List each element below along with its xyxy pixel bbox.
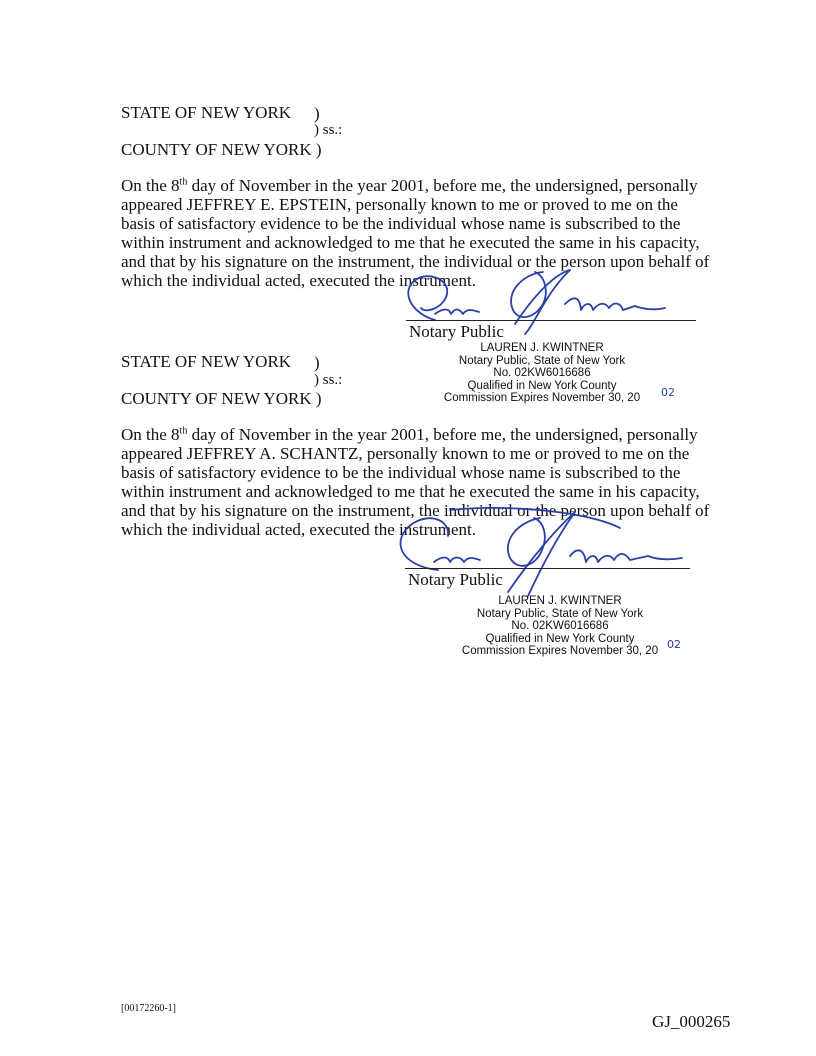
county-label-1: COUNTY OF NEW YORK ) xyxy=(121,140,322,159)
document-id: [00172260-1] xyxy=(121,1003,176,1014)
stamp-qualified: Qualified in New York County xyxy=(485,632,635,645)
state-label-1: STATE OF NEW YORK xyxy=(121,103,292,122)
stamp-year-handwritten-1: 02 xyxy=(661,386,675,399)
notary-stamp-1 xyxy=(432,342,652,405)
stamp-name: LAUREN J. KWINTNER xyxy=(498,595,622,607)
signature-line-2 xyxy=(405,568,690,569)
signature-line-1 xyxy=(406,320,696,321)
notary-stamp-2 xyxy=(450,595,670,658)
county-label-2: COUNTY OF NEW YORK ) xyxy=(121,389,322,408)
acknowledgment-paragraph-2: On the 8th day of November in the year 2001, before me, the undersigned, personally appeared JEFFREY A. SCHANTZ, personally known to me or proved to me on the basis of satisfactory evidence to be the individual whose name is subscribed to the within instrument and acknowledged to me that he executed the same in his capacity, and that by his signature on the instrument, the individual or the person upon behalf of which the individual acted, executed the instrument. xyxy=(121,425,710,539)
notary-public-label-1: Notary Public xyxy=(409,322,504,341)
stamp-name: LAUREN J. KWINTNER xyxy=(480,342,604,354)
stamp-qualified: Qualified in New York County xyxy=(467,379,617,392)
acknowledgment-paragraph-1: On the 8th day of November in the year 2001, before me, the undersigned, personally appeared JEFFREY E. EPSTEIN, personally known to me or proved to me on the basis of satisfactory evidence to be the individual whose name is subscribed to the within instrument and acknowledged to me that he executed the same in his capacity, and that by his signature on the instrument, the individual or the person upon behalf of which the individual acted, executed the instrument. xyxy=(121,176,710,290)
stamp-expires: Commission Expires November 30, 20 xyxy=(443,392,641,404)
venue-paren-1: ) xyxy=(314,104,320,123)
ss-label-1: ) ss.: xyxy=(314,122,343,138)
bates-number: GJ_000265 xyxy=(652,1012,731,1031)
stamp-year-handwritten-2: 02 xyxy=(667,638,681,651)
stamp-expires: Commission Expires November 30, 20 xyxy=(461,645,659,657)
state-label-2: STATE OF NEW YORK xyxy=(121,352,292,371)
notary-public-label-2: Notary Public xyxy=(408,570,503,589)
stamp-title: Notary Public, State of New York xyxy=(458,354,626,367)
venue-paren-2: ) xyxy=(314,353,320,372)
ss-label-2: ) ss.: xyxy=(314,372,343,388)
stamp-number: No. 02KW6016686 xyxy=(511,620,609,632)
stamp-title: Notary Public, State of New York xyxy=(476,607,644,620)
stamp-number: No. 02KW6016686 xyxy=(493,367,591,379)
